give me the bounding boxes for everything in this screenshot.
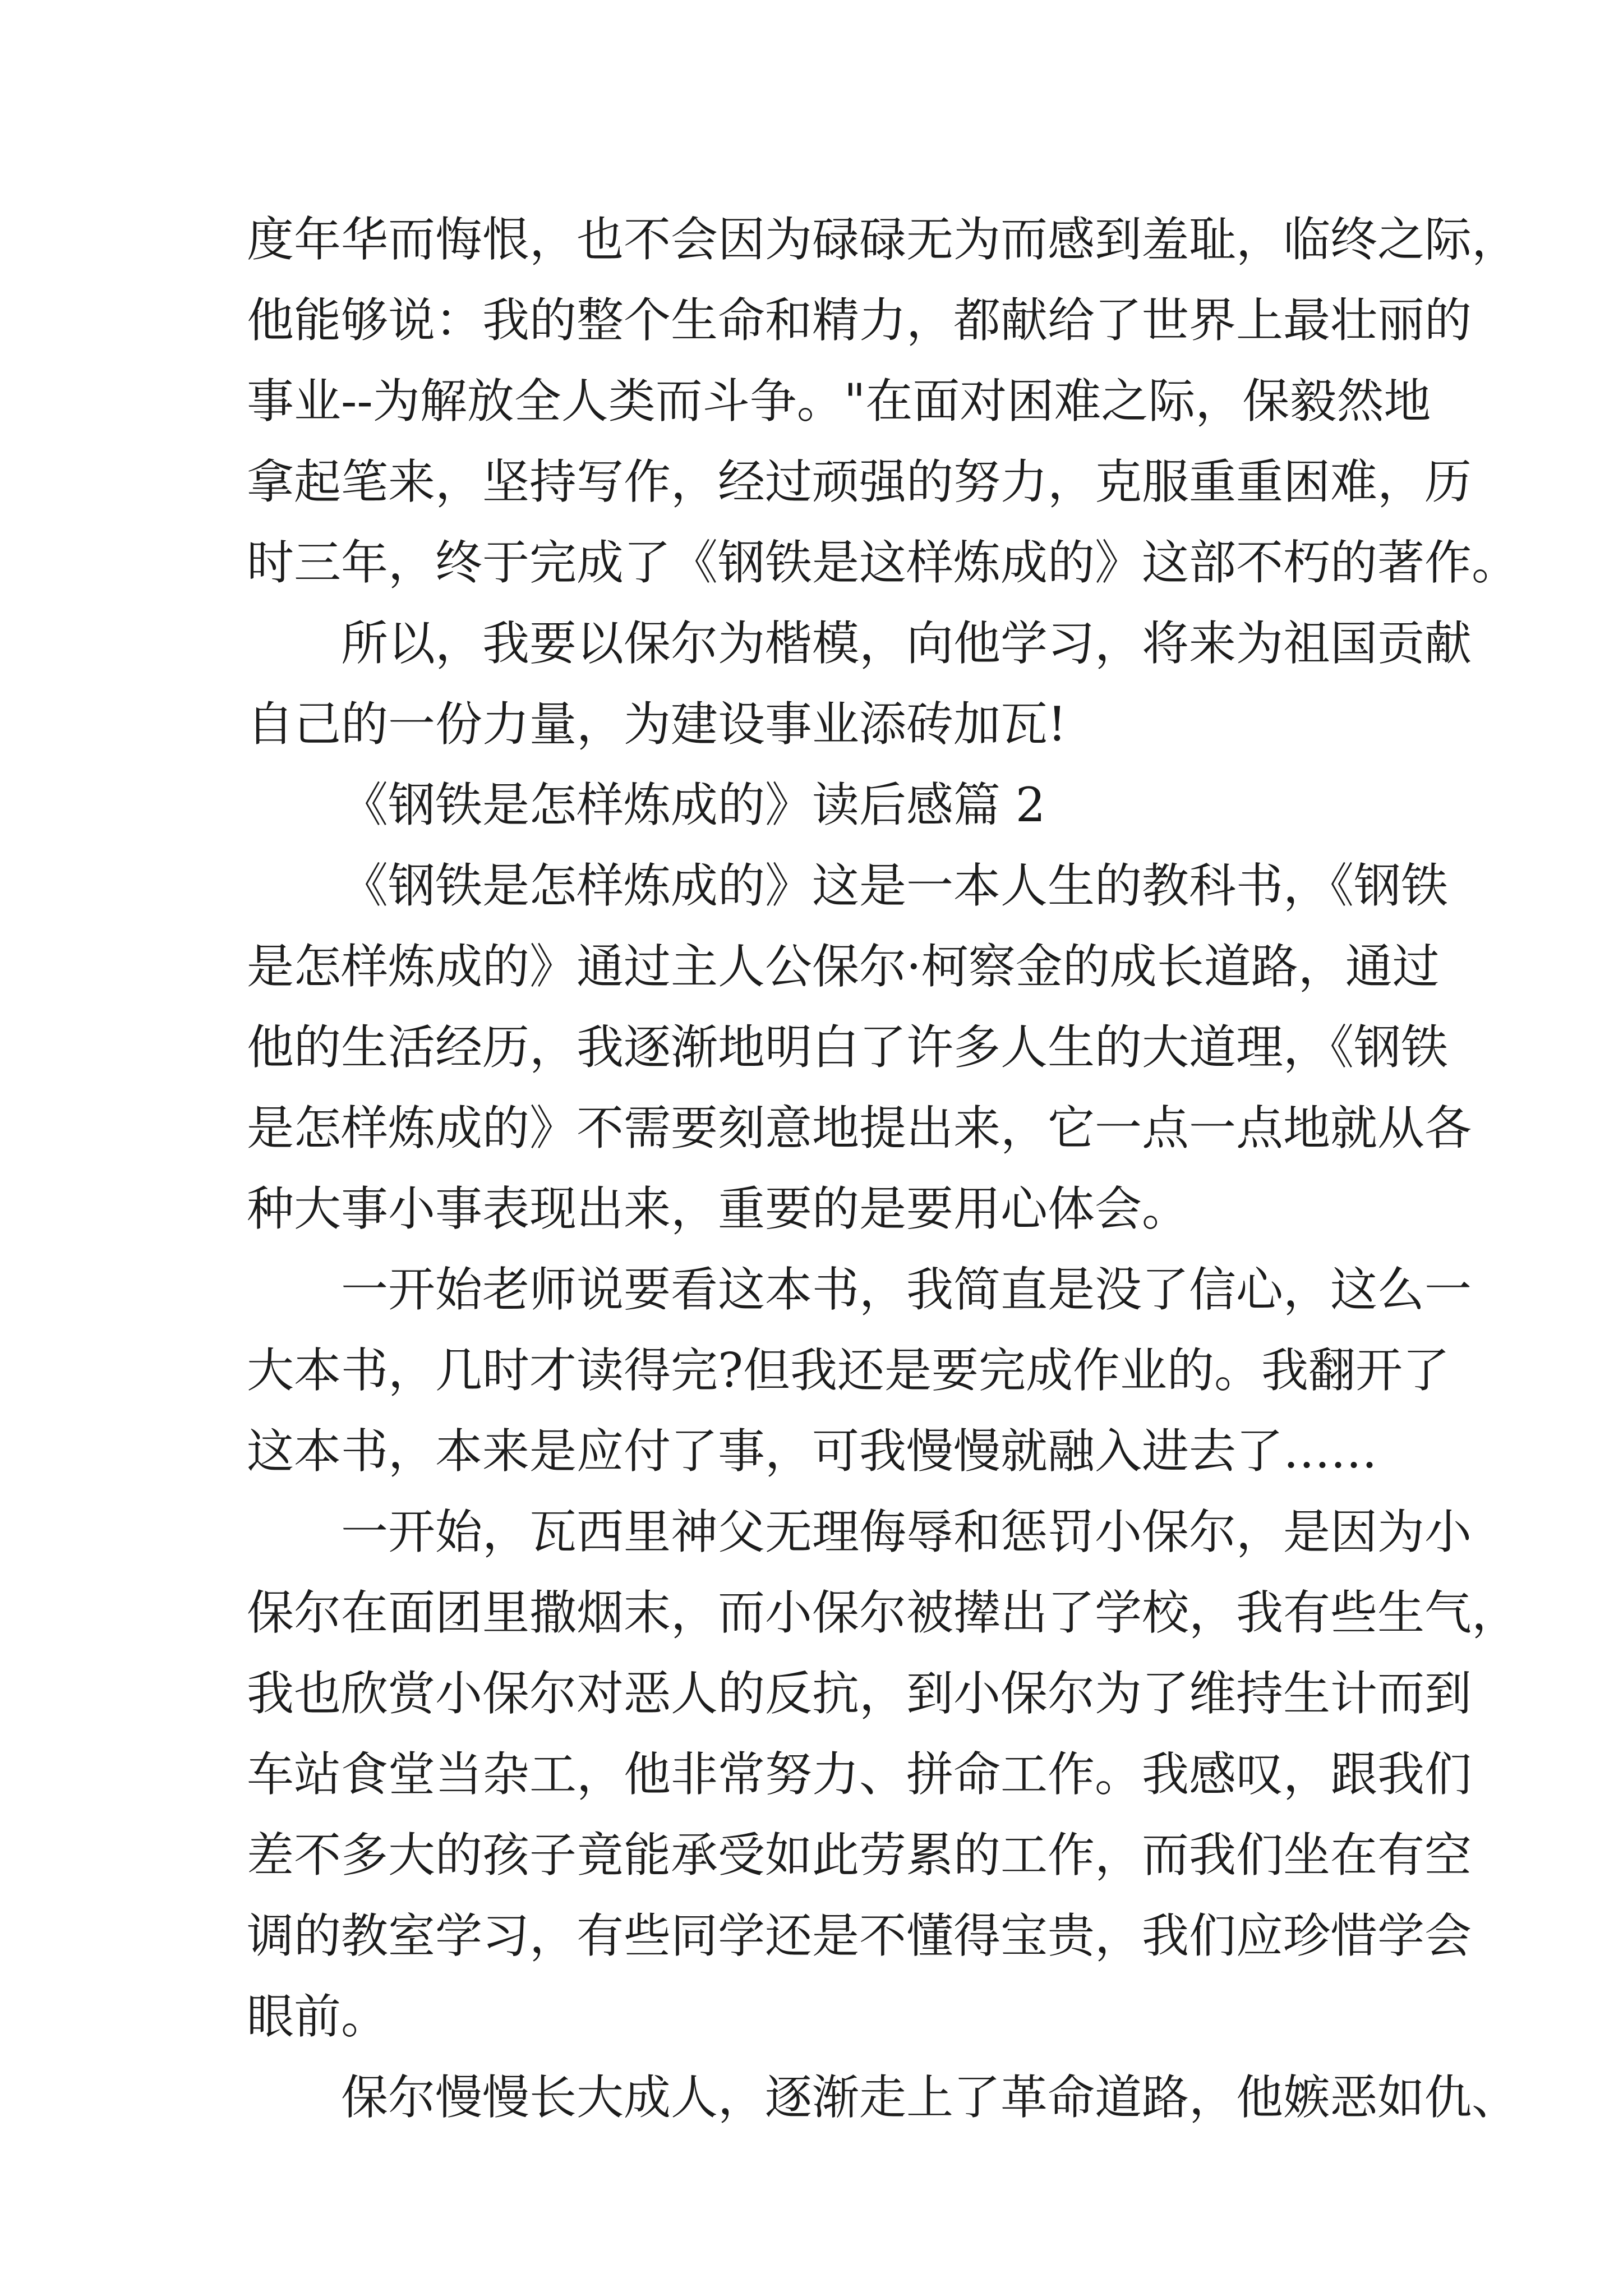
text-line: 度年华而悔恨，也不会因为碌碌无为而感到羞耻，临终之际， [247,212,1519,267]
paragraph-start-line: 一开始老师说要看这本书，我简直是没了信心，这么一 [341,1262,1472,1317]
paragraph-start-line: 一开始，瓦西里神父无理侮辱和惩罚小保尔，是因为小 [341,1504,1472,1559]
text-line: 车站食堂当杂工，他非常努力、拼命工作。我感叹，跟我们 [247,1747,1472,1802]
paragraph-start-line: 保尔慢慢长大成人，逐渐走上了革命道路，他嫉恶如仇、 [341,2070,1519,2125]
text-line: 他能够说：我的整个生命和精力，都献给了世界上最壮丽的 [247,293,1472,348]
text-line: 是怎样炼成的》不需要刻意地提出来，它一点一点地就从各 [247,1101,1472,1156]
text-line: 种大事小事表现出来，重要的是要用心体会。 [247,1181,1189,1236]
text-line: 保尔在面团里撒烟末，而小保尔被撵出了学校，我有些生气， [247,1585,1519,1640]
text-line: 是怎样炼成的》通过主人公保尔·柯察金的成长道路，通过 [247,939,1440,994]
text-line: 事业--为解放全人类而斗争。"在面对困难之际，保毅然地 [247,374,1431,429]
paragraph-start-line: 《钢铁是怎样炼成的》这是一本人生的教科书，《钢铁 [341,858,1449,913]
section-heading: 《钢铁是怎样炼成的》读后感篇 2 [341,777,1046,832]
text-line: 我也欣赏小保尔对恶人的反抗，到小保尔为了维持生计而到 [247,1666,1472,1721]
paragraph-start-line: 所以，我要以保尔为楷模，向他学习，将来为祖国贡献 [341,616,1472,671]
text-line: 时三年，终于完成了《钢铁是这样炼成的》这部不朽的著作。 [247,535,1519,590]
text-line: 他的生活经历，我逐渐地明白了许多人生的大道理，《钢铁 [247,1020,1449,1075]
text-line: 这本书，本来是应付了事，可我慢慢就融入进去了…… [247,1424,1378,1479]
text-line: 大本书，几时才读得完?但我还是要完成作业的。我翻开了 [247,1343,1450,1398]
text-line: 眼前。 [247,1989,389,2044]
text-line: 调的教室学习，有些同学还是不懂得宝贵，我们应珍惜学会 [247,1908,1472,1963]
document-body [247,199,1519,2138]
text-line: 拿起笔来，坚持写作，经过顽强的努力，克服重重困难，历 [247,454,1472,509]
text-line: 自己的一份力量，为建设事业添砖加瓦! [247,697,1067,752]
text-line: 差不多大的孩子竟能承受如此劳累的工作，而我们坐在有空 [247,1828,1472,1883]
